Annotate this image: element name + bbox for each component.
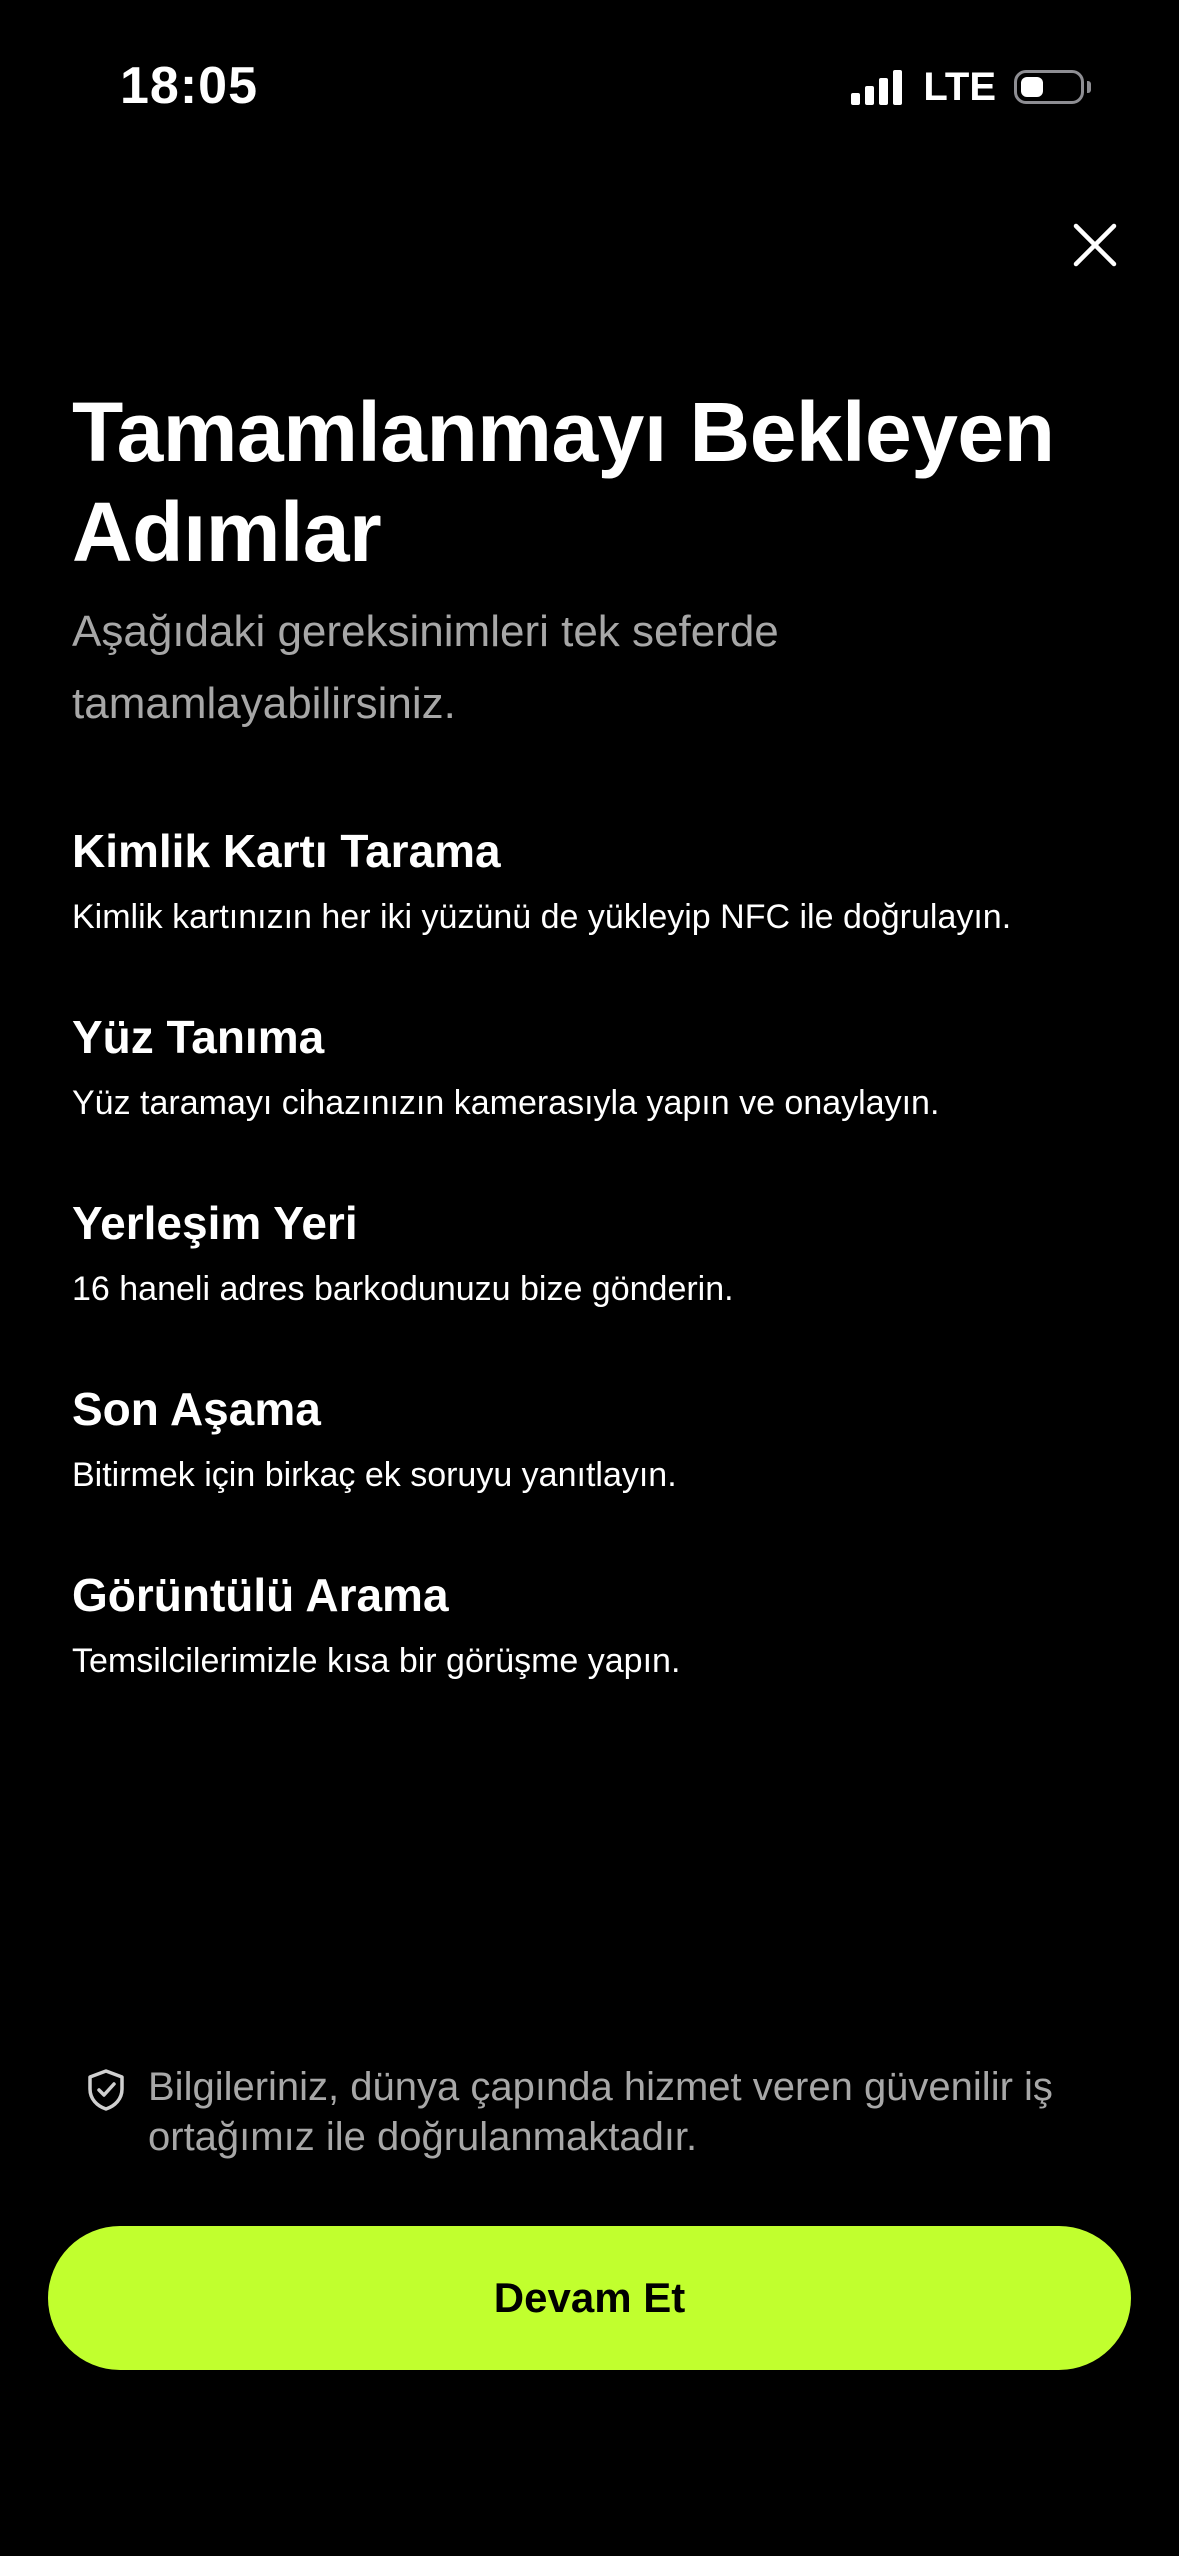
page-title: Tamamlanmayı Bekleyen Adımlar: [72, 385, 1055, 579]
network-type: LTE: [923, 64, 996, 109]
page-subtitle: Aşağıdaki gereksinimleri tek seferde tamamlayabilirsiniz.: [72, 607, 779, 728]
step-description: Kimlik kartınızın her iki yüzünü de yükleyip NFC ile doğrulayın.: [72, 898, 1012, 936]
step-description: 16 haneli adres barkodunuzu bize gönderin.: [72, 1270, 734, 1308]
shield-check-icon: [86, 2068, 126, 2112]
step-title: Son Aşama: [72, 1383, 321, 1435]
battery-cap: [1087, 81, 1091, 93]
close-button[interactable]: [1060, 210, 1130, 280]
step-final-stage: [72, 1376, 1132, 1562]
step-title: Yerleşim Yeri: [72, 1197, 358, 1249]
step-title: Yüz Tanıma: [72, 1011, 325, 1063]
step-residence: [72, 1190, 1132, 1376]
step-description: Bitirmek için birkaç ek soruyu yanıtlayın.: [72, 1456, 677, 1494]
step-title: Görüntülü Arama: [72, 1569, 449, 1621]
security-note-text: Bilgileriniz, dünya çapında hizmet veren güvenilir iş ortağımız ile doğrulanmaktadır.: [148, 2065, 1053, 2159]
cellular-signal-icon: [851, 69, 907, 105]
step-face-recognition: [72, 1004, 1132, 1190]
step-description: Temsilcilerimizle kısa bir görüşme yapın.: [72, 1642, 681, 1680]
continue-button[interactable]: Devam Et: [48, 2226, 1131, 2370]
close-icon: [1073, 223, 1117, 267]
status-bar: [0, 0, 1179, 175]
step-id-card-scan: [72, 818, 1132, 1004]
step-video-call: [72, 1562, 1132, 1748]
step-title: Kimlik Kartı Tarama: [72, 825, 501, 877]
step-description: Yüz taramayı cihazınızın kamerasıyla yapın ve onaylayın.: [72, 1084, 940, 1122]
status-time: 18:05: [120, 57, 258, 115]
battery-icon: [1014, 70, 1084, 104]
security-note: [86, 2062, 1106, 2162]
pending-steps-list: [72, 818, 1132, 1748]
status-indicators: [851, 62, 1091, 112]
